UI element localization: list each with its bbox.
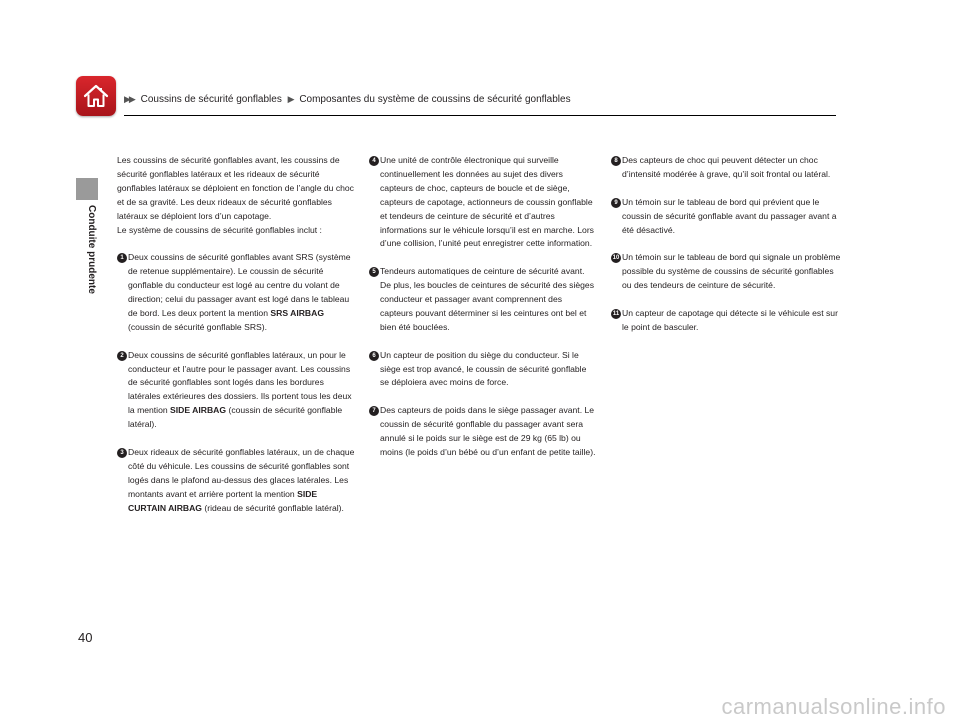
list-item: 10 Un témoin sur le tableau de bord qui signale un problème possible du système de coussins de sécurité gonflables ou des tendeurs de ceinture de sécurité. (612, 252, 841, 291)
list-item: 4 Une unité de contrôle électronique qui surveille continuellement les données au sujet des divers capteurs de choc, capteurs de boucle et de siège, capteurs de capotage, actionneurs de coussin gonflable et tendeurs de ceinture de sécurité et d’autres informations sur le véhicule lorsqu’il est en marche. Lors d’une collision, l’unité peut enregistrer cette information. (369, 154, 597, 251)
item-number-badge: 3 (117, 448, 127, 458)
breadcrumb-item-airbags[interactable]: Coussins de sécurité gonflables (140, 94, 282, 105)
list-item: 8 Des capteurs de choc qui peuvent détecter un choc d’intensité modérée à grave, qu’il soit frontal ou latéral. (611, 154, 841, 182)
item-number-badge: 11 (612, 310, 620, 317)
item-number-badge: 6 (369, 351, 379, 361)
column-1 (117, 154, 357, 529)
item-number-badge: 9 (611, 198, 621, 208)
section-tab-marker (76, 178, 98, 200)
breadcrumb (124, 94, 571, 105)
list-item: 9 Un témoin sur le tableau de bord qui prévient que le coussin de sécurité gonflable avant du passager avant a été désactivé. (611, 196, 841, 238)
section-label: Conduite prudente (86, 205, 97, 294)
list-item: 6 Un capteur de position du siège du conducteur. Si le siège est trop avancé, le coussin de sécurité gonflable se déploiera avec moins de force. (369, 349, 597, 391)
item-number-badge: 8 (611, 156, 621, 166)
breadcrumb-arrow-icon: ▶▶ (124, 94, 134, 104)
watermark: carmanualsonline.info (721, 694, 946, 719)
item-number-badge: 1 (117, 253, 127, 263)
column-2 (369, 154, 597, 474)
intro-paragraph: Les coussins de sécurité gonflables avant, les coussins de sécurité gonflables latéraux et les rideaux de sécurité gonflables latéraux se déploient en fonction de l’angle du choc et de sa gravité. Les deux rideaux de sécurité gonflables latéraux se déploient lors d’un capotage. Le système de coussins de sécurité gonflables inclut : (117, 155, 354, 235)
item-number-badge: 4 (369, 156, 379, 166)
breadcrumb-arrow-icon: ▶ (287, 94, 293, 104)
list-item: 5 Tendeurs automatiques de ceinture de sécurité avant. De plus, les boucles de ceintures de sécurité des sièges conducteur et passager avant comprennent des capteurs pouvant déterminer si les ceintures ont bel et bien été bouclées. (369, 265, 597, 335)
item-number-badge: 2 (117, 351, 127, 361)
list-item: 7 Des capteurs de poids dans le siège passager avant. Le coussin de sécurité gonflable du passager avant sera annulé si le poids sur le siège est de 29 kg (65 lb) ou moins (le poids d’un bébé ou d’un enfant de petite taille). (369, 404, 597, 460)
page-number: 40 (78, 630, 93, 645)
list-item: 11 Un capteur de capotage qui détecte si le véhicule est sur le point de basculer. (612, 307, 838, 332)
header-divider (124, 115, 836, 116)
item-number-badge: 10 (612, 255, 620, 262)
home-button[interactable] (76, 76, 116, 116)
item-number-badge: 7 (369, 406, 379, 416)
list-item: 2 Deux coussins de sécurité gonflables latéraux, un pour le conducteur et l’autre pour le passager avant. Les coussins de sécurité gonflables sont logés dans les bordures latérales extérieures des dossiers. Ils portent tous les deux la mention SIDE AIRBAG (coussin de sécurité gonflable latéral). (117, 349, 357, 432)
breadcrumb-item-components[interactable]: Composantes du système de coussins de sécurité gonflables (299, 94, 571, 105)
item-number-badge: 5 (369, 267, 379, 277)
list-item: 3 Deux rideaux de sécurité gonflables latéraux, un de chaque côté du véhicule. Les coussins de sécurité gonflables sont logés dans le plafond au-dessus des glaces latérales. Les montants avant et arrière portent la mention SIDE CURTAIN AIRBAG (rideau de sécurité gonflable latéral). (117, 446, 357, 516)
column-3 (611, 154, 841, 349)
home-icon (82, 82, 110, 110)
list-item: 1 Deux coussins de sécurité gonflables avant SRS (système de retenue supplémentaire). Le coussin de sécurité gonflable du conducteur est logé au centre du volant de direction; celui du passager avant est logé dans le tableau de bord. Les deux portent la mention SRS AIRBAG (coussin de sécurité gonflable SRS). (117, 251, 357, 334)
